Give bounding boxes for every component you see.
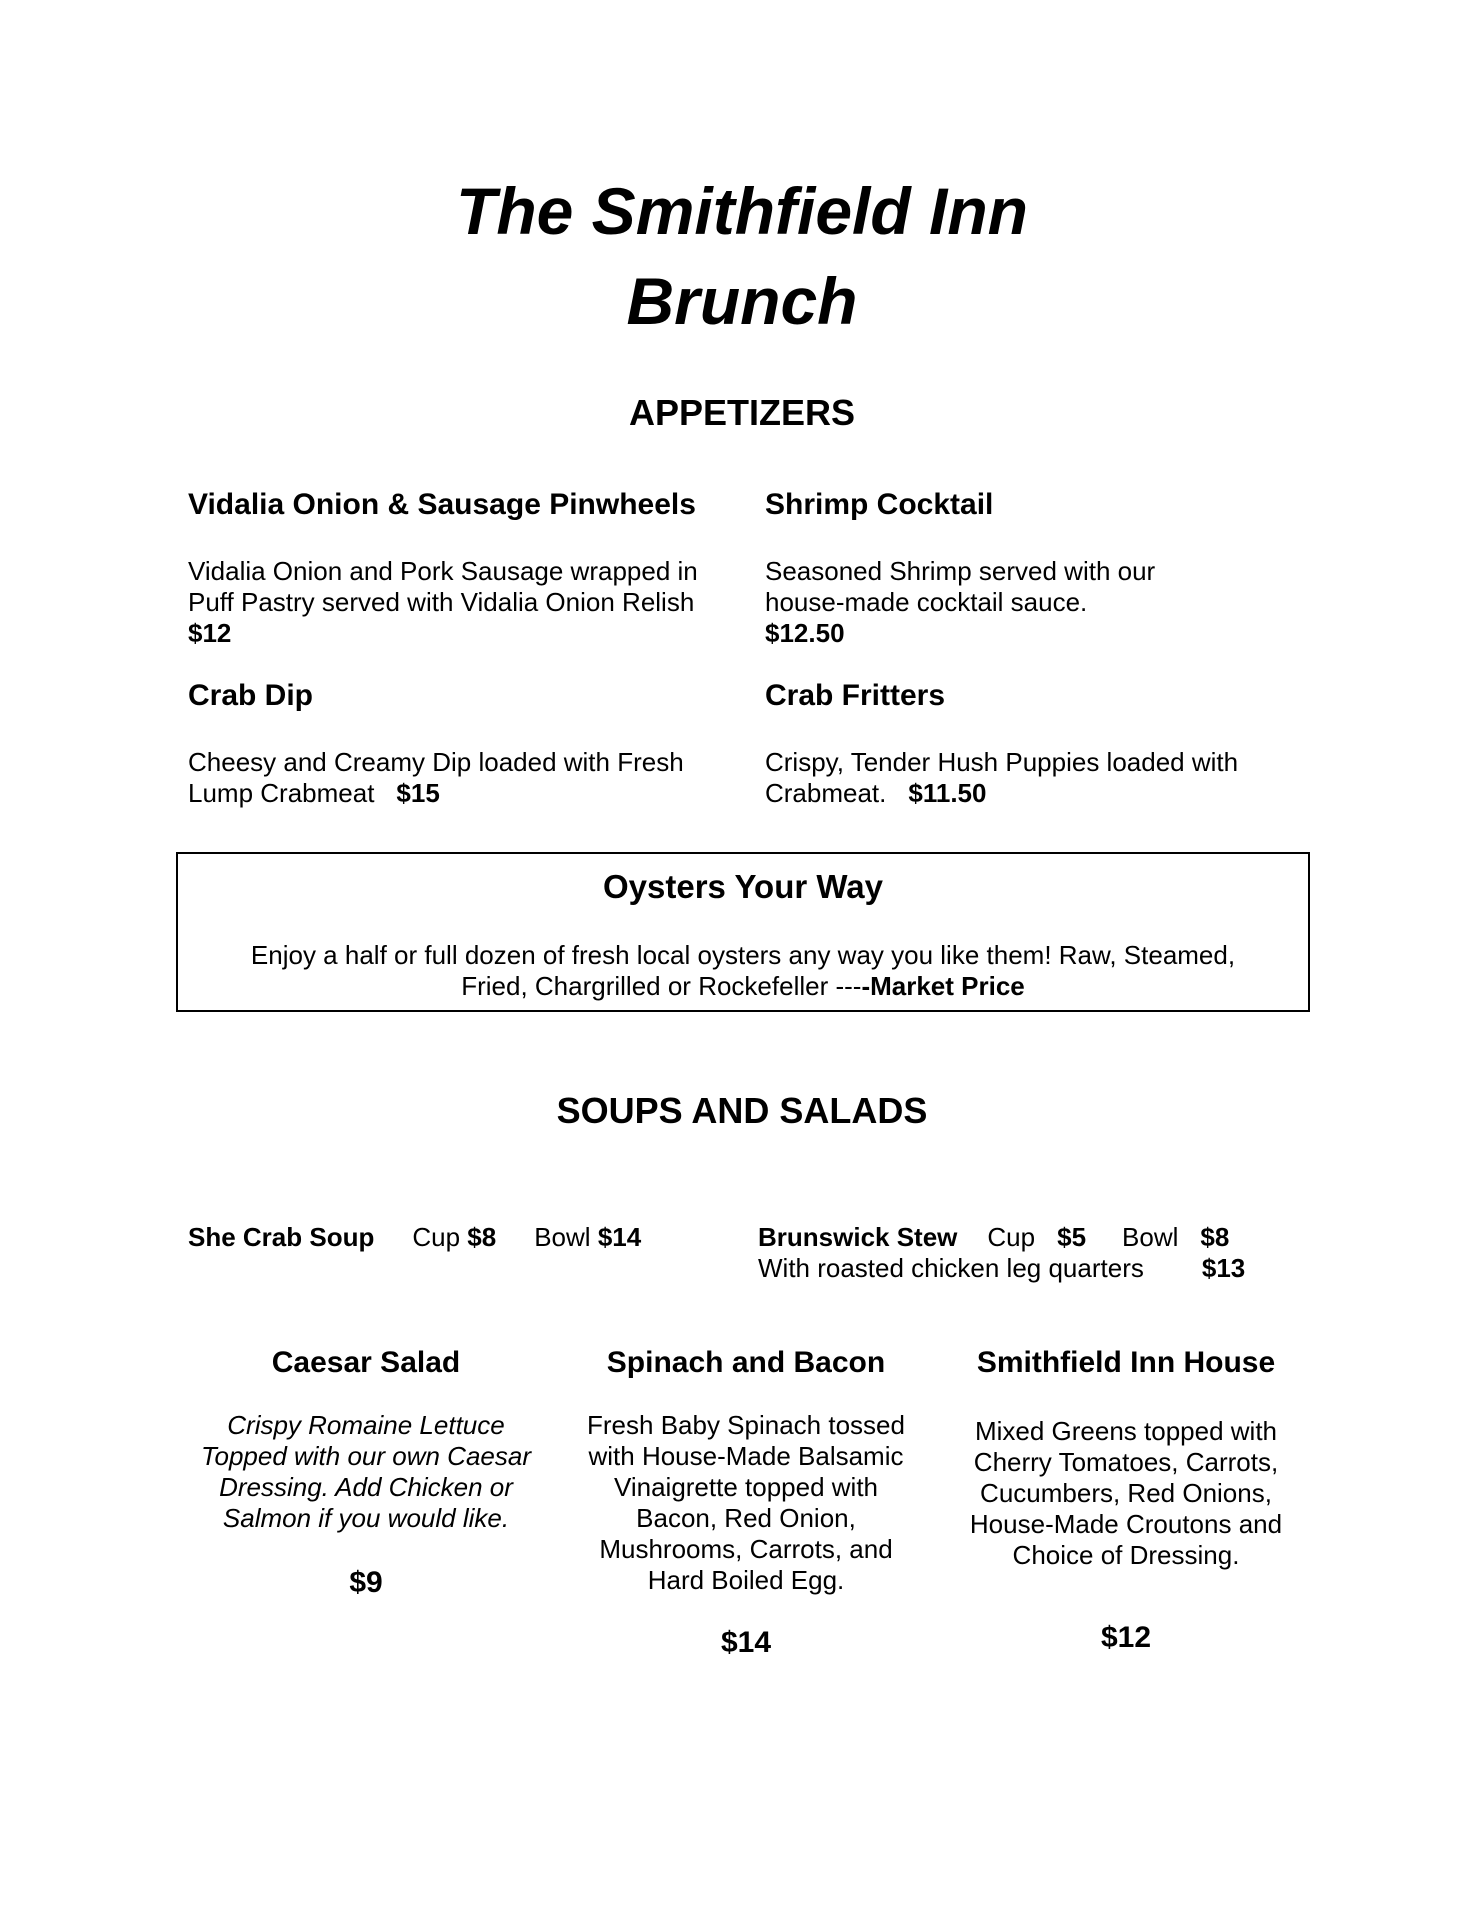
item-description: Seasoned Shrimp served with our house-made cocktail sauce. $12.50 [765,556,1285,649]
item-price: $14 [597,1222,642,1252]
item-price: $14 [720,1626,772,1659]
item-name: Brunswick Stew [758,1222,958,1252]
item-name: Caesar Salad [271,1346,461,1379]
item-price: $9 [349,1566,383,1599]
restaurant-title: The Smithfield Inn [456,174,1028,248]
menu-title: Brunch [626,264,858,338]
appetizer-item [188,679,748,809]
soup-brunswick-stew: Brunswick Stew Cup $5 Bowl $8 With roasted chicken leg quarters $13 [758,1222,1246,1283]
item-name: She Crab Soup [188,1222,375,1252]
item-price: $5 [1057,1222,1087,1252]
oysters-description: Enjoy a half or full dozen of fresh local oysters any way you like them! Raw, Steamed, Fried, Chargrilled or Rockefeller ----Market Price [250,940,1236,1001]
oysters-box [176,852,1310,1012]
appetizer-item [765,488,1285,649]
item-price: $12.50 [765,618,845,648]
oysters-title: Oysters Your Way [602,868,883,905]
soup-she-crab: She Crab Soup Cup $8 Bowl $14 [188,1222,642,1252]
salad-spinach-bacon [560,1346,932,1660]
item-name: Crab Fritters [765,679,946,712]
item-name: Shrimp Cocktail [765,488,994,521]
item-price: $8 [1200,1222,1230,1252]
item-name: Vidalia Onion & Sausage Pinwheels [188,488,696,521]
salad-house [940,1346,1312,1655]
item-price: $12 [188,618,232,648]
item-description: Cheesy and Creamy Dip loaded with Fresh Lump Crabmeat $15 [188,747,684,808]
item-name: Crab Dip [188,679,314,712]
appetizer-item [765,679,1285,809]
oysters-price: -Market Price [861,971,1025,1001]
item-description: Crispy Romaine Lettuce Topped with our own Caesar Dressing. Add Chicken or Salmon if you would like. [200,1410,531,1533]
item-description: Mixed Greens topped with Cherry Tomatoes, Carrots, Cucumbers, Red Onions, House-Made Croutons and Choice of Dressing. [969,1416,1283,1570]
item-description: Vidalia Onion and Pork Sausage wrapped in Puff Pastry served with Vidalia Onion Relish $12 [188,556,748,649]
salad-caesar [180,1346,552,1600]
appetizer-item [188,488,748,649]
item-description: Crispy, Tender Hush Puppies loaded with Crabmeat. $11.50 [765,747,1239,808]
item-price: $15 [396,778,440,808]
item-name: Spinach and Bacon [606,1346,886,1379]
item-description: Fresh Baby Spinach tossed with House-Made Balsamic Vinaigrette topped with Bacon, Red Onion, Mushrooms, Carrots, and Hard Boiled Egg. [587,1410,905,1595]
item-price: $12 [1100,1621,1152,1654]
item-price: $11.50 [908,778,987,808]
soups-salads-heading: SOUPS AND SALADS [556,1090,928,1131]
item-name: Smithfield Inn House [976,1346,1276,1379]
appetizers-heading: APPETIZERS [628,392,856,433]
item-price: $13 [1201,1253,1246,1283]
item-price: $8 [467,1222,497,1252]
